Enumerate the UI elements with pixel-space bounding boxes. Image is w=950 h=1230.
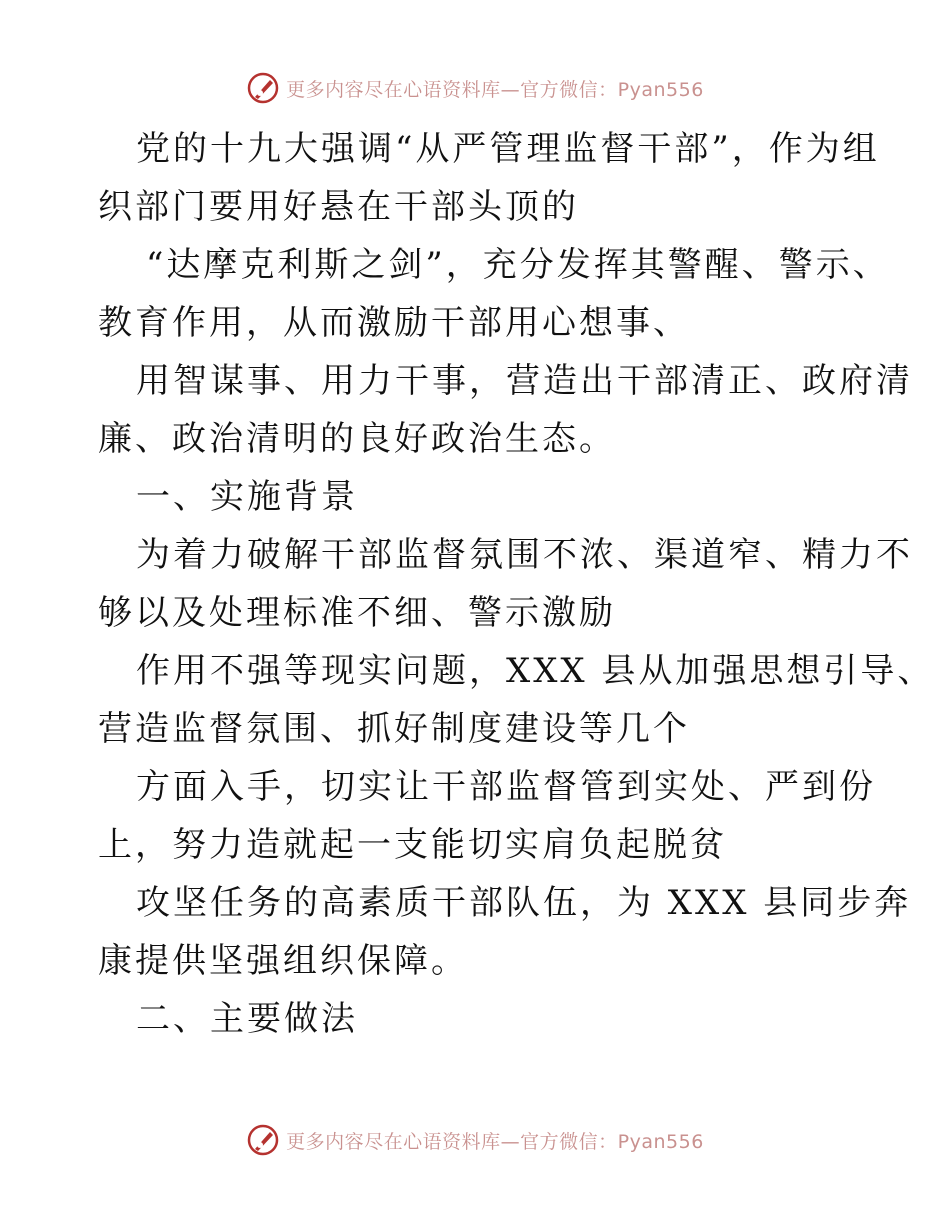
quill-seal-icon [246, 1123, 280, 1157]
paragraph-line: 营造监督氛围、抓好制度建设等几个 [98, 709, 690, 749]
paragraph-line: “达摩克利斯之剑”，充分发挥其警醒、警示、 [146, 245, 890, 285]
footer-banner [0, 1120, 950, 1160]
paragraph-line: 上，努力造就起一支能切实肩负起脱贫 [98, 825, 727, 865]
document-body [98, 120, 935, 1048]
paragraph-line: 教育作用，从而激励干部用心想事、 [98, 303, 690, 343]
paragraph-line: 廉、政治清明的良好政治生态。 [98, 419, 616, 459]
section-heading: 二、主要做法 [136, 999, 358, 1039]
paragraph-line: 织部门要用好悬在干部头顶的 [98, 187, 579, 227]
paragraph-line: 方面入手，切实让干部监督管到实处、严到份 [136, 767, 876, 807]
paragraph-line: 康提供坚强组织保障。 [98, 941, 468, 981]
paragraph-line: 攻坚任务的高素质干部队伍，为 XXX 县同步奔 [136, 883, 912, 923]
section-heading: 一、实施背景 [136, 477, 358, 517]
quill-seal-icon [246, 71, 280, 105]
footer-banner-text: 更多内容尽在心语资料库—官方微信：Pyan556 [286, 1130, 704, 1153]
header-banner [0, 68, 950, 108]
paragraph-line: 作用不强等现实问题，XXX 县从加强思想引导、 [136, 651, 935, 691]
paragraph-line: 用智谋事、用力干事，营造出干部清正、政府清 [136, 361, 913, 401]
paragraph-line: 为着力破解干部监督氛围不浓、渠道窄、精力不 [136, 535, 913, 575]
paragraph-line: 党的十九大强调“从严管理监督干部”，作为组 [136, 129, 880, 169]
paragraph-line: 够以及处理标准不细、警示激励 [98, 593, 616, 633]
header-banner-text: 更多内容尽在心语资料库—官方微信：Pyan556 [286, 78, 704, 101]
